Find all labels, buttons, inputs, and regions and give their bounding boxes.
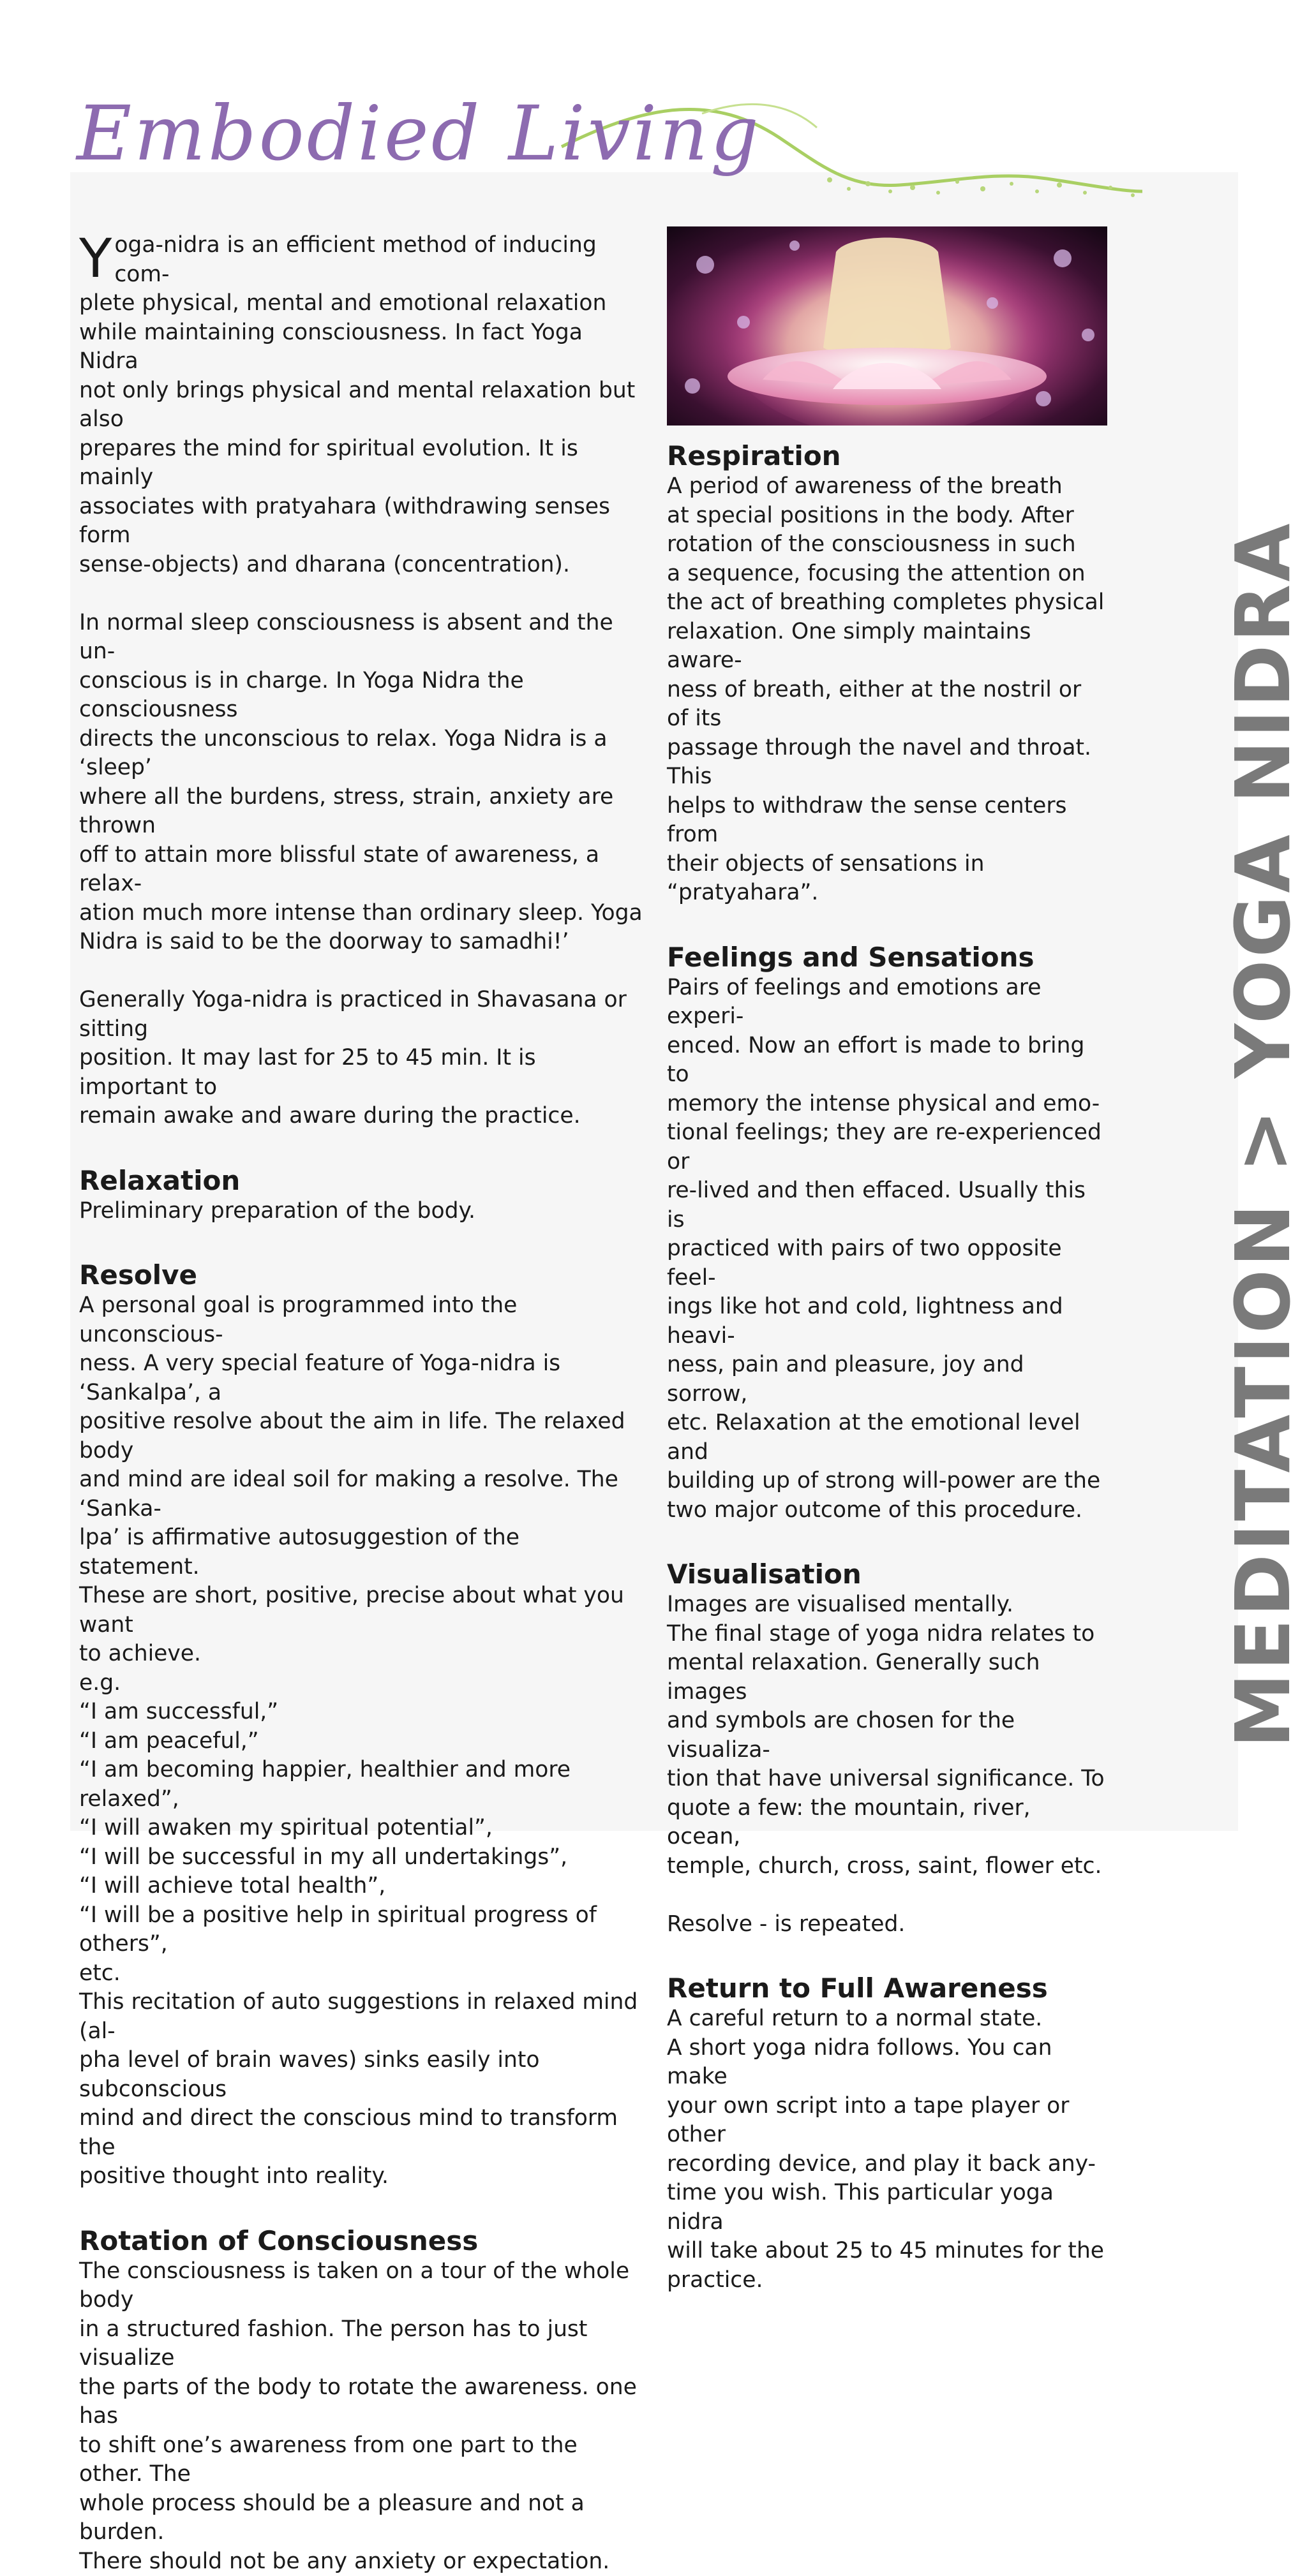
intro-paragraph-1 [79,231,644,579]
relaxation-body: Preliminary preparation of the body. [79,1197,644,1226]
visualisation-body: Images are visualised mentally. The final stage of yoga nidra relates to mental relaxation. Generally such images and symbols are chosen for the visualiza- tion that have universal significance. To quote a few: the mountain, river, ocean, temple, church, cross, saint, flower etc. [667,1590,1107,1881]
left-column [79,231,644,2576]
rotation-heading: Rotation of Consciousness [79,2225,644,2257]
resolve-body: A personal goal is programmed into the unconscious- ness. A very special feature of Yoga-nidra is ‘Sankalpa’, a positive resolve about the aim in life. The relaxed body and mind are ideal soil for making a resolve. The ‘Sanka- lpa’ is affirmative autosuggestion of the statement. These are short, positive, precise about what you want to achieve. e.g. “I am successful,” “I am peaceful,” “I am becoming happier, healthier and more relaxed”, “I will awaken my spiritual potential”, “I will be successful in my all undertakings”, “I will achieve total health”, “I will be a positive help in spiritual progress of others”, etc. This recitation of auto suggestions in relaxed mind (al- pha level of brain waves) sinks easily into subconscious mind and direct the conscious mind to transform the positive thought into reality. [79,1291,644,2191]
drop-cap: Y [79,236,112,281]
rotation-body: The consciousness is taken on a tour of the whole body in a structured fashion. The person has to just visualize the parts of the body to rotate the awareness. one has to shift one’s awareness from one part to the other. The whole process should be a pleasure and not a burden. There should not be any anxiety or expectation. [79,2257,644,2576]
intro-paragraph-2: In normal sleep consciousness is absent and the un- conscious is in charge. In Yoga Nidra the consciousness directs the unconscious to relax. Yoga Nidra is a ‘sleep’ where all the burdens, stress, strain, anxiety are thrown off to attain more blissful state of awareness, a relax- ation much more intense than ordinary sleep. Yoga Nidra is said to be the doorway to samadhi!’ [79,609,644,957]
feelings-body: Pairs of feelings and emotions are experi- enced. Now an effort is made to bring to memory the intense physical and emo- tional feelings; they are re-experienced or re-lived and then effaced. Usually this is practiced with pairs of two opposite feel- ings like hot and cold, lightness and heavi- ness, pain and pleasure, joy and sorrow, etc. Relaxation at the emotional level and building up of strong will-power are the two major outcome of this procedure. [667,973,1107,1525]
feelings-heading: Feelings and Sensations [667,942,1107,973]
relaxation-heading: Relaxation [79,1165,644,1197]
respiration-heading: Respiration [667,440,1107,472]
intro-paragraph-1-text: oga-nidra is an efficient method of inducing com- plete physical, mental and emotional relaxation while maintaining consciousness. In fact Yoga Nidra not only brings physical and mental relaxation but also prepares the mind for spiritual evolution. It is mainly associates with pratyahara (withdrawing senses form sense-objects) and dharana (concentration). [79,232,635,577]
masthead-title: Embodied Living [77,89,761,177]
right-column [667,440,1107,2295]
section-tab-title: MEDITATION > YOGA NIDRA [1219,521,1307,1748]
respiration-body: A period of awareness of the breath at special positions in the body. After rotation of the consciousness in such a sequence, focusing the attention on the act of breathing completes physical relaxation. One simply maintains aware- ness of breath, either at the nostril or of its passage through the navel and throat. This helps to withdraw the sense centers from their objects of sensations in “pratyahara”. [667,472,1107,908]
meditation-figure-illustration [667,226,1107,426]
return-heading: Return to Full Awareness [667,1973,1107,2004]
visualisation-heading: Visualisation [667,1558,1107,1590]
meditation-figure-image [667,226,1107,426]
resolve-heading: Resolve [79,1259,644,1291]
intro-paragraph-3: Generally Yoga-nidra is practiced in Shavasana or sitting position. It may last for 25 to 45 min. It is important to remain awake and aware during the practice. [79,986,644,1131]
masthead [0,0,1307,223]
visualisation-note: Resolve - is repeated. [667,1910,1107,1939]
return-body: A careful return to a normal state. A short yoga nidra follows. You can make your own script into a tape player or other recording device, and play it back any- time you wish. This particular yoga nidra will take about 25 to 45 minutes for the practice. [667,2004,1107,2295]
